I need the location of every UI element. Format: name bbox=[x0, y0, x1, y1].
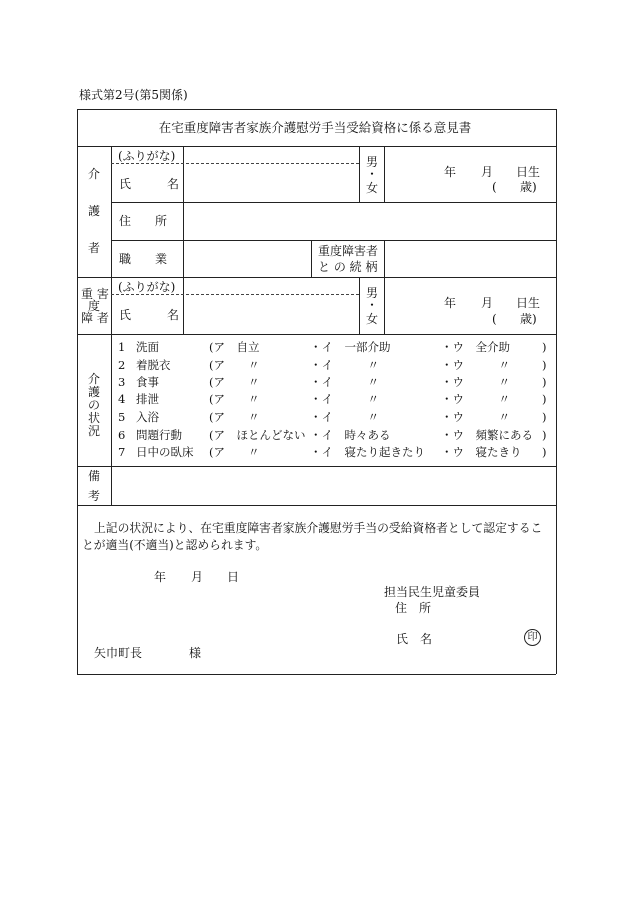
care-row-item: 食事 bbox=[136, 375, 159, 389]
care-row-item: 着脱衣 bbox=[136, 358, 171, 372]
care-label-1: 介 bbox=[87, 372, 100, 386]
relation-label-1: 重度障害者 bbox=[318, 244, 379, 258]
commissioner-address-label: 住 所 bbox=[395, 601, 432, 615]
caregiver-birth-day: 日生 bbox=[516, 165, 541, 179]
care-row-option-b: ・イ 時々ある bbox=[310, 428, 391, 442]
address-bottom-line bbox=[111, 240, 556, 241]
disabled-label-3: 障 者 bbox=[81, 311, 109, 325]
care-row-option-c: ・ウ 寝たきり bbox=[441, 445, 522, 459]
care-bottom-line bbox=[77, 466, 556, 467]
care-row-no: 4 bbox=[118, 392, 126, 406]
care-row-option-a: (ア 自立 bbox=[209, 340, 260, 354]
seal-mark: 印 bbox=[524, 629, 541, 646]
statement-line-1: 上記の状況により、在宅重度障害者家族介護慰労手当の受給資格者として認定するこ bbox=[94, 521, 543, 535]
care-row-option-b: ・イ 寝たり起きたり bbox=[310, 445, 425, 459]
title-bottom-line bbox=[77, 146, 556, 147]
care-row-option-b: ・イ 〃 bbox=[310, 358, 379, 372]
caregiver-sex-male: 男 bbox=[366, 155, 379, 169]
care-row-item: 日中の臥床 bbox=[136, 445, 194, 459]
care-label-4: 状 bbox=[87, 411, 100, 425]
care-row-no: 6 bbox=[118, 428, 126, 442]
remarks-bottom-line bbox=[77, 505, 556, 506]
disabled-bottom-line bbox=[77, 334, 556, 335]
care-row-item: 洗面 bbox=[136, 340, 159, 354]
caregiver-label-1: 介 bbox=[87, 167, 100, 181]
relation-col-right bbox=[384, 240, 385, 277]
care-row-option-c: ・ウ 全介助 bbox=[441, 340, 510, 354]
disabled-birth-year: 年 bbox=[444, 296, 457, 310]
care-row-item: 入浴 bbox=[136, 410, 159, 424]
disabled-birth-day: 日生 bbox=[516, 296, 541, 310]
caregiver-label-3: 者 bbox=[87, 241, 100, 255]
disabled-age-open: ( bbox=[492, 312, 497, 326]
care-row-option-c: ・ウ 頻繁にある bbox=[441, 428, 533, 442]
frame-bottom bbox=[77, 674, 556, 675]
care-row-option-b: ・イ 〃 bbox=[310, 410, 379, 424]
caregiver-age-open: ( bbox=[492, 180, 497, 194]
form-title: 在宅重度障害者家族介護慰労手当受給資格に係る意見書 bbox=[158, 120, 472, 135]
care-label-2: 護 bbox=[87, 385, 100, 399]
care-row-option-c: ・ウ 〃 bbox=[441, 392, 510, 406]
furigana-dash-2 bbox=[111, 294, 359, 295]
frame-left bbox=[77, 109, 78, 674]
statement-date-month: 月 bbox=[191, 570, 204, 584]
addressee-honorific: 様 bbox=[189, 646, 202, 660]
care-row-option-a: (ア 〃 bbox=[209, 445, 260, 459]
caregiver-bottom-line bbox=[77, 277, 556, 278]
care-row-close: ) bbox=[542, 358, 547, 372]
care-row-close: ) bbox=[542, 392, 547, 406]
furigana-dash-1 bbox=[111, 163, 359, 164]
care-row-item: 排泄 bbox=[136, 392, 159, 406]
care-row-option-a: (ア 〃 bbox=[209, 358, 260, 372]
care-row-no: 7 bbox=[118, 445, 126, 459]
disabled-name-label: 氏 名 bbox=[119, 308, 180, 322]
disabled-sex-dot: ・ bbox=[366, 298, 379, 312]
disabled-sex-male: 男 bbox=[366, 286, 379, 300]
name-bottom-line-1 bbox=[111, 202, 556, 203]
care-row-option-a: (ア 〃 bbox=[209, 392, 260, 406]
frame-top bbox=[77, 109, 556, 110]
commissioner-name-label: 氏 名 bbox=[396, 632, 433, 646]
caregiver-age-close: 歳) bbox=[520, 180, 537, 194]
care-row-option-a: (ア ほとんどない bbox=[209, 428, 306, 442]
remarks-label-2: 考 bbox=[87, 489, 100, 503]
frame-right bbox=[556, 109, 557, 674]
sex-col-left-2 bbox=[359, 277, 360, 334]
care-row-close: ) bbox=[542, 375, 547, 389]
caregiver-birth-month: 月 bbox=[481, 165, 494, 179]
care-row-option-a: (ア 〃 bbox=[209, 375, 260, 389]
care-row-option-b: ・イ 一部介助 bbox=[310, 340, 391, 354]
care-label-5: 況 bbox=[87, 424, 100, 438]
care-row-option-b: ・イ 〃 bbox=[310, 392, 379, 406]
disabled-label-2: 度 bbox=[88, 299, 101, 313]
disabled-label-1: 重 害 bbox=[81, 287, 109, 301]
care-row-option-c: ・ウ 〃 bbox=[441, 358, 510, 372]
relation-col-left bbox=[311, 240, 312, 277]
care-label-3: の bbox=[87, 398, 100, 412]
care-row-no: 1 bbox=[118, 340, 126, 354]
remarks-label-1: 備 bbox=[87, 469, 100, 483]
care-row-option-a: (ア 〃 bbox=[209, 410, 260, 424]
label-column-line bbox=[111, 146, 112, 505]
care-row-no: 3 bbox=[118, 375, 126, 389]
care-row-option-c: ・ウ 〃 bbox=[441, 375, 510, 389]
disabled-birth-month: 月 bbox=[481, 296, 494, 310]
caregiver-sex-dot: ・ bbox=[366, 167, 379, 181]
form-number: 様式第2号(第5関係) bbox=[79, 88, 188, 102]
care-row-close: ) bbox=[542, 410, 547, 424]
care-row-no: 2 bbox=[118, 358, 126, 372]
caregiver-name-label: 氏 名 bbox=[119, 177, 180, 191]
disabled-sex-female: 女 bbox=[366, 312, 379, 326]
statement-line-2: とが適当(不適当)と認められます。 bbox=[82, 538, 268, 552]
sex-col-right-2 bbox=[384, 277, 385, 334]
care-row-close: ) bbox=[542, 445, 547, 459]
care-row-close: ) bbox=[542, 340, 547, 354]
disabled-furigana-label: (ふりがな) bbox=[118, 280, 176, 294]
care-row-option-c: ・ウ 〃 bbox=[441, 410, 510, 424]
relation-label-2: と の 続 柄 bbox=[318, 260, 378, 274]
care-row-item: 問題行動 bbox=[136, 428, 182, 442]
disabled-age-close: 歳) bbox=[520, 312, 537, 326]
sex-col-right-1 bbox=[384, 146, 385, 202]
caregiver-label-2: 護 bbox=[87, 204, 100, 218]
caregiver-sex-female: 女 bbox=[366, 181, 379, 195]
care-row-option-b: ・イ 〃 bbox=[310, 375, 379, 389]
addressee: 矢巾町長 bbox=[94, 646, 143, 660]
statement-date-year: 年 bbox=[154, 570, 167, 584]
caregiver-occupation-label: 職 業 bbox=[119, 252, 168, 266]
care-row-close: ) bbox=[542, 428, 547, 442]
care-row-no: 5 bbox=[118, 410, 126, 424]
statement-date-day: 日 bbox=[227, 570, 240, 584]
caregiver-birth-year: 年 bbox=[444, 165, 457, 179]
caregiver-address-label: 住 所 bbox=[119, 214, 168, 228]
commissioner-label: 担当民生児童委員 bbox=[384, 585, 481, 599]
caregiver-furigana-label: (ふりがな) bbox=[118, 149, 176, 163]
sex-col-left-1 bbox=[359, 146, 360, 202]
